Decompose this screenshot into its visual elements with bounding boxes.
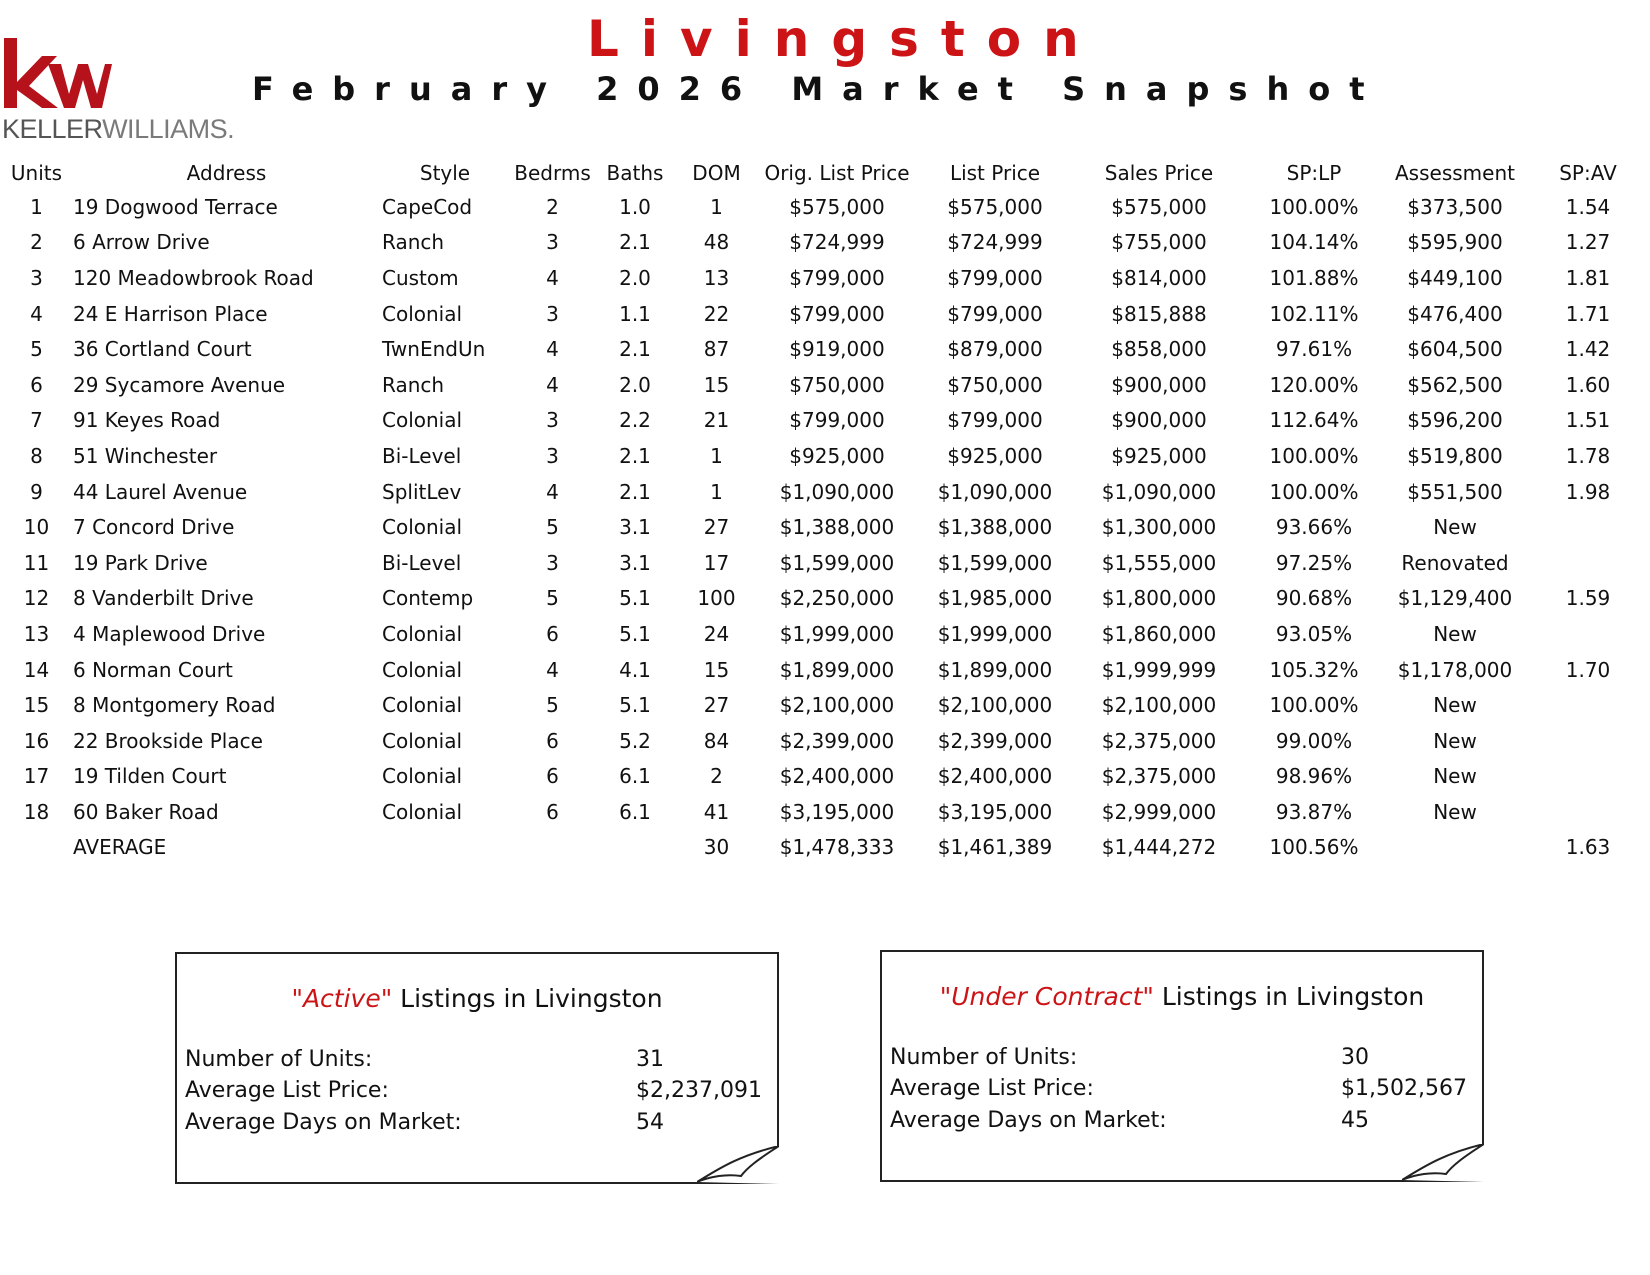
cell-sales-price: $1,090,000 [1101, 479, 1217, 504]
cell-sales-price: $1,999,999 [1101, 657, 1217, 682]
cell-sp-av: 1.98 [1565, 479, 1611, 504]
header-list-price: List Price [949, 161, 1041, 185]
cell-bedrooms: 4 [546, 657, 559, 682]
cell-units: 10 [23, 515, 50, 540]
cell-units: 1 [30, 194, 43, 219]
cell-dom: 100 [697, 586, 736, 611]
cell-list-price: $2,400,000 [937, 764, 1053, 789]
cell-list-price: $879,000 [947, 337, 1043, 362]
cell-sales-price: $1,800,000 [1101, 586, 1217, 611]
cell-orig-list-price: $1,599,000 [779, 550, 895, 575]
cell-sales-price: $1,444,272 [1101, 835, 1217, 860]
cell-style: Bi-Level [382, 550, 462, 575]
cell-assessment: $551,500 [1407, 479, 1503, 504]
cell-dom: 1 [710, 479, 723, 504]
cell-dom: 1 [710, 194, 723, 219]
cell-bedrooms: 4 [546, 372, 559, 397]
cell-style: Contemp [382, 586, 474, 611]
cell-sp-lp: 97.61% [1275, 337, 1353, 362]
active-listings-box [175, 952, 779, 1184]
logo-wordmark: KELLERWILLIAMS. [2, 114, 235, 144]
page-curl-icon [1402, 1144, 1484, 1182]
cell-address: 4 Maplewood Drive [73, 621, 266, 646]
cell-baths: 5.2 [619, 728, 651, 753]
cell-address: 22 Brookside Place [73, 728, 263, 753]
cell-address: 91 Keyes Road [73, 408, 221, 433]
cell-orig-list-price: $1,388,000 [779, 515, 895, 540]
cell-units: 15 [23, 693, 50, 718]
cell-sp-lp: 100.00% [1269, 194, 1359, 219]
cell-list-price: $1,999,000 [937, 621, 1053, 646]
cell-orig-list-price: $2,399,000 [779, 728, 895, 753]
cell-sp-lp: 93.66% [1275, 515, 1353, 540]
cell-orig-list-price: $1,090,000 [779, 479, 895, 504]
cell-orig-list-price: $724,999 [789, 230, 885, 255]
table-row [0, 474, 1650, 510]
table-row [0, 225, 1650, 261]
cell-address: 24 E Harrison Place [73, 301, 268, 326]
cell-sp-lp: 99.00% [1275, 728, 1353, 753]
cell-baths: 2.1 [619, 337, 651, 362]
cell-units: 13 [23, 621, 50, 646]
kw-logo-mark [2, 34, 112, 114]
cell-bedrooms: 4 [546, 479, 559, 504]
keller-williams-logo [2, 34, 242, 144]
sales-table [0, 157, 1650, 865]
cell-orig-list-price: $1,478,333 [779, 835, 895, 860]
cell-assessment: $373,500 [1407, 194, 1503, 219]
cell-assessment: $562,500 [1407, 372, 1503, 397]
cell-sp-lp: 104.14% [1269, 230, 1359, 255]
cell-address: 19 Dogwood Terrace [73, 194, 278, 219]
cell-sales-price: $900,000 [1111, 408, 1207, 433]
cell-units: 3 [30, 265, 43, 290]
cell-sales-price: $1,860,000 [1101, 621, 1217, 646]
active-units-value: 31 [636, 1047, 664, 1072]
cell-address: 44 Laurel Avenue [73, 479, 248, 504]
header-sp-av: SP:AV [1559, 161, 1617, 185]
cell-orig-list-price: $919,000 [789, 337, 885, 362]
contract-dom-value: 45 [1341, 1108, 1369, 1133]
cell-list-price: $799,000 [947, 265, 1043, 290]
cell-assessment: $604,500 [1407, 337, 1503, 362]
cell-list-price: $1,090,000 [937, 479, 1053, 504]
table-row [0, 794, 1650, 830]
cell-sp-lp: 90.68% [1275, 586, 1353, 611]
cell-sales-price: $814,000 [1111, 265, 1207, 290]
cell-address: 120 Meadowbrook Road [73, 265, 314, 290]
cell-dom: 30 [703, 835, 730, 860]
cell-assessment: New [1433, 621, 1477, 646]
header-address: Address [186, 161, 267, 185]
table-row [0, 723, 1650, 759]
cell-list-price: $799,000 [947, 301, 1043, 326]
cell-address: 7 Concord Drive [73, 515, 235, 540]
cell-assessment: $596,200 [1407, 408, 1503, 433]
cell-bedrooms: 3 [546, 550, 559, 575]
cell-address: 6 Norman Court [73, 657, 233, 682]
cell-assessment: $449,100 [1407, 265, 1503, 290]
cell-sp-lp: 100.56% [1269, 835, 1359, 860]
cell-sp-av [1526, 759, 1650, 795]
cell-bedrooms: 2 [546, 194, 559, 219]
cell-sp-av [1526, 723, 1650, 759]
table-row [0, 652, 1650, 688]
cell-assessment: New [1433, 693, 1477, 718]
cell-dom: 48 [703, 230, 730, 255]
contract-box-heading: "Under Contract" Listings in Livingston [939, 982, 1425, 1011]
cell-sp-av [1526, 616, 1650, 652]
cell-address: 8 Montgomery Road [73, 693, 276, 718]
cell-sp-av: 1.71 [1565, 301, 1611, 326]
cell-baths: 2.2 [619, 408, 651, 433]
cell-units: 18 [23, 799, 50, 824]
cell-list-price: $1,899,000 [937, 657, 1053, 682]
cell-orig-list-price: $799,000 [789, 408, 885, 433]
cell-baths: 5.1 [619, 621, 651, 646]
cell-units: 6 [30, 372, 43, 397]
cell-baths: 2.1 [619, 230, 651, 255]
cell-style: Colonial [382, 621, 463, 646]
table-row [0, 759, 1650, 795]
cell-sp-lp: 101.88% [1269, 265, 1359, 290]
cell-sp-lp: 100.00% [1269, 443, 1359, 468]
cell-bedrooms: 6 [546, 621, 559, 646]
cell-sales-price: $1,300,000 [1101, 515, 1217, 540]
table-row [0, 438, 1650, 474]
cell-style: TwnEndUn [382, 337, 486, 362]
cell-assessment: $1,129,400 [1397, 586, 1513, 611]
cell-address: 19 Park Drive [73, 550, 208, 575]
cell-dom: 17 [703, 550, 730, 575]
cell-dom: 22 [703, 301, 730, 326]
contract-price-label: Average List Price: [890, 1076, 1094, 1101]
cell-dom: 15 [703, 372, 730, 397]
header-baths: Baths [606, 161, 664, 185]
cell-sp-lp: 93.87% [1275, 799, 1353, 824]
cell-address: 36 Cortland Court [73, 337, 252, 362]
table-row [0, 367, 1650, 403]
header-orig-list-price: Orig. List Price [764, 161, 910, 185]
cell-list-price: $2,399,000 [937, 728, 1053, 753]
cell-orig-list-price: $3,195,000 [779, 799, 895, 824]
cell-sales-price: $858,000 [1111, 337, 1207, 362]
cell-orig-list-price: $799,000 [789, 265, 885, 290]
cell-sp-av: 1.70 [1565, 657, 1611, 682]
cell-units: 11 [23, 550, 50, 575]
under-contract-listings-box [880, 950, 1484, 1182]
cell-bedrooms: 3 [546, 301, 559, 326]
cell-dom: 27 [703, 693, 730, 718]
contract-price-value: $1,502,567 [1341, 1076, 1467, 1101]
header-sp-lp: SP:LP [1286, 161, 1342, 185]
cell-sales-price: $1,555,000 [1101, 550, 1217, 575]
cell-sales-price: $2,100,000 [1101, 693, 1217, 718]
cell-units [0, 830, 73, 866]
active-dom-label: Average Days on Market: [185, 1110, 462, 1135]
cell-sp-lp: 102.11% [1269, 301, 1359, 326]
cell-dom: 27 [703, 515, 730, 540]
cell-baths: 6.1 [619, 799, 651, 824]
cell-assessment: $476,400 [1407, 301, 1503, 326]
cell-bedrooms: 3 [546, 408, 559, 433]
cell-style [380, 830, 510, 866]
cell-baths: 5.1 [619, 693, 651, 718]
cell-sp-av [1526, 794, 1650, 830]
cell-baths: 2.1 [619, 479, 651, 504]
cell-sp-av: 1.42 [1565, 337, 1611, 362]
cell-orig-list-price: $2,400,000 [779, 764, 895, 789]
cell-assessment: New [1433, 764, 1477, 789]
cell-sp-lp: 97.25% [1275, 550, 1353, 575]
cell-sp-av: 1.54 [1565, 194, 1611, 219]
cell-list-price: $3,195,000 [937, 799, 1053, 824]
page-curl-icon [697, 1146, 779, 1184]
cell-assessment: New [1433, 728, 1477, 753]
active-dom-value: 54 [636, 1110, 664, 1135]
cell-assessment: $519,800 [1407, 443, 1503, 468]
cell-address: 29 Sycamore Avenue [73, 372, 286, 397]
active-price-value: $2,237,091 [636, 1078, 762, 1103]
header-sales-price: Sales Price [1104, 161, 1214, 185]
cell-sales-price: $2,375,000 [1101, 728, 1217, 753]
active-price-label: Average List Price: [185, 1078, 389, 1103]
cell-bedrooms: 5 [546, 586, 559, 611]
cell-sp-av: 1.63 [1565, 835, 1611, 860]
cell-baths: 1.1 [619, 301, 651, 326]
cell-sp-av [1526, 545, 1650, 581]
cell-sp-lp: 105.32% [1269, 657, 1359, 682]
header-units: Units [10, 161, 63, 185]
cell-bedrooms: 5 [546, 515, 559, 540]
cell-orig-list-price: $1,899,000 [779, 657, 895, 682]
cell-units: 4 [30, 301, 43, 326]
cell-assessment: Renovated [1401, 550, 1509, 575]
table-row [0, 545, 1650, 581]
contract-dom-label: Average Days on Market: [890, 1108, 1167, 1133]
table-row [0, 403, 1650, 439]
cell-sp-av: 1.27 [1565, 230, 1611, 255]
table-row [0, 296, 1650, 332]
cell-baths: 3.1 [619, 515, 651, 540]
cell-bedrooms: 3 [546, 443, 559, 468]
table-row [0, 616, 1650, 652]
cell-list-price: $1,388,000 [937, 515, 1053, 540]
cell-address: AVERAGE [73, 835, 167, 860]
cell-dom: 24 [703, 621, 730, 646]
cell-assessment: $595,900 [1407, 230, 1503, 255]
table-row [0, 331, 1650, 367]
cell-orig-list-price: $1,999,000 [779, 621, 895, 646]
active-units-label: Number of Units: [185, 1047, 373, 1072]
table-body [0, 189, 1650, 865]
cell-sp-lp: 120.00% [1269, 372, 1359, 397]
cell-sp-av: 1.60 [1565, 372, 1611, 397]
cell-list-price: $1,599,000 [937, 550, 1053, 575]
cell-style: Colonial [382, 799, 463, 824]
cell-baths: 2.0 [619, 372, 651, 397]
page-subtitle: February 2026 Market Snapshot [252, 70, 1384, 108]
cell-sp-lp: 93.05% [1275, 621, 1353, 646]
cell-address: 51 Winchester [73, 443, 218, 468]
cell-style: Custom [382, 265, 459, 290]
cell-baths: 2.0 [619, 265, 651, 290]
cell-baths: 4.1 [619, 657, 651, 682]
cell-orig-list-price: $2,100,000 [779, 693, 895, 718]
cell-units: 2 [30, 230, 43, 255]
table-row [0, 260, 1650, 296]
cell-style: Colonial [382, 657, 463, 682]
cell-sp-av [1526, 509, 1650, 545]
page-title: Livingston [587, 10, 1101, 68]
cell-orig-list-price: $575,000 [789, 194, 885, 219]
cell-style: Colonial [382, 764, 463, 789]
cell-dom: 21 [703, 408, 730, 433]
cell-orig-list-price: $799,000 [789, 301, 885, 326]
active-box-heading: "Active" Listings in Livingston [291, 984, 663, 1013]
cell-assessment: New [1433, 799, 1477, 824]
cell-sales-price: $755,000 [1111, 230, 1207, 255]
cell-assessment [1384, 830, 1526, 866]
cell-baths: 3.1 [619, 550, 651, 575]
cell-units: 16 [23, 728, 50, 753]
cell-sp-lp: 100.00% [1269, 693, 1359, 718]
cell-orig-list-price: $2,250,000 [779, 586, 895, 611]
header-assessment: Assessment [1395, 161, 1515, 185]
cell-sp-av: 1.59 [1565, 586, 1611, 611]
cell-sp-av: 1.51 [1565, 408, 1611, 433]
cell-bedrooms: 3 [546, 230, 559, 255]
cell-style: Ranch [382, 372, 445, 397]
table-row [0, 189, 1650, 225]
cell-dom: 87 [703, 337, 730, 362]
cell-baths: 5.1 [619, 586, 651, 611]
cell-address: 6 Arrow Drive [73, 230, 210, 255]
cell-units: 7 [30, 408, 43, 433]
cell-bedrooms [510, 830, 595, 866]
cell-units: 14 [23, 657, 50, 682]
cell-sp-lp: 98.96% [1275, 764, 1353, 789]
cell-dom: 15 [703, 657, 730, 682]
cell-list-price: $799,000 [947, 408, 1043, 433]
cell-list-price: $575,000 [947, 194, 1043, 219]
cell-sales-price: $575,000 [1111, 194, 1207, 219]
cell-style: Colonial [382, 408, 463, 433]
cell-dom: 41 [703, 799, 730, 824]
cell-sales-price: $900,000 [1111, 372, 1207, 397]
cell-bedrooms: 6 [546, 728, 559, 753]
cell-sales-price: $2,375,000 [1101, 764, 1217, 789]
cell-address: 60 Baker Road [73, 799, 219, 824]
cell-style: Colonial [382, 728, 463, 753]
contract-units-label: Number of Units: [890, 1045, 1078, 1070]
cell-sales-price: $925,000 [1111, 443, 1207, 468]
cell-sp-av: 1.78 [1565, 443, 1611, 468]
cell-list-price: $724,999 [947, 230, 1043, 255]
cell-assessment: $1,178,000 [1397, 657, 1513, 682]
cell-orig-list-price: $925,000 [789, 443, 885, 468]
header-style: Style [419, 161, 471, 185]
average-row [0, 830, 1650, 866]
cell-dom: 2 [710, 764, 723, 789]
cell-style: Colonial [382, 515, 463, 540]
cell-list-price: $750,000 [947, 372, 1043, 397]
cell-style: CapeCod [382, 194, 473, 219]
cell-bedrooms: 4 [546, 337, 559, 362]
cell-baths: 2.1 [619, 443, 651, 468]
table-row [0, 509, 1650, 545]
cell-sales-price: $2,999,000 [1101, 799, 1217, 824]
cell-bedrooms: 6 [546, 799, 559, 824]
cell-list-price: $2,100,000 [937, 693, 1053, 718]
cell-style: Colonial [382, 693, 463, 718]
cell-baths [595, 830, 675, 866]
cell-units: 9 [30, 479, 43, 504]
table-row [0, 581, 1650, 617]
header-dom: DOM [692, 161, 741, 185]
cell-style: Bi-Level [382, 443, 462, 468]
cell-bedrooms: 6 [546, 764, 559, 789]
cell-style: SplitLev [382, 479, 462, 504]
cell-style: Colonial [382, 301, 463, 326]
cell-assessment: New [1433, 515, 1477, 540]
cell-dom: 13 [703, 265, 730, 290]
cell-bedrooms: 4 [546, 265, 559, 290]
cell-list-price: $1,461,389 [937, 835, 1053, 860]
cell-list-price: $1,985,000 [937, 586, 1053, 611]
cell-dom: 1 [710, 443, 723, 468]
cell-sales-price: $815,888 [1111, 301, 1207, 326]
cell-baths: 6.1 [619, 764, 651, 789]
cell-sp-av [1526, 687, 1650, 723]
cell-sp-lp: 112.64% [1269, 408, 1359, 433]
cell-units: 17 [23, 764, 50, 789]
table-row [0, 687, 1650, 723]
cell-bedrooms: 5 [546, 693, 559, 718]
cell-baths: 1.0 [619, 194, 651, 219]
cell-dom: 84 [703, 728, 730, 753]
cell-list-price: $925,000 [947, 443, 1043, 468]
cell-sp-av: 1.81 [1565, 265, 1611, 290]
table-header-row [0, 157, 1650, 189]
cell-style: Ranch [382, 230, 445, 255]
cell-units: 12 [23, 586, 50, 611]
cell-orig-list-price: $750,000 [789, 372, 885, 397]
cell-sp-lp: 100.00% [1269, 479, 1359, 504]
header-bedrooms: Bedrms [514, 161, 591, 185]
cell-address: 19 Tilden Court [73, 764, 227, 789]
contract-units-value: 30 [1341, 1045, 1369, 1070]
cell-units: 8 [30, 443, 43, 468]
cell-address: 8 Vanderbilt Drive [73, 586, 254, 611]
cell-units: 5 [30, 337, 43, 362]
